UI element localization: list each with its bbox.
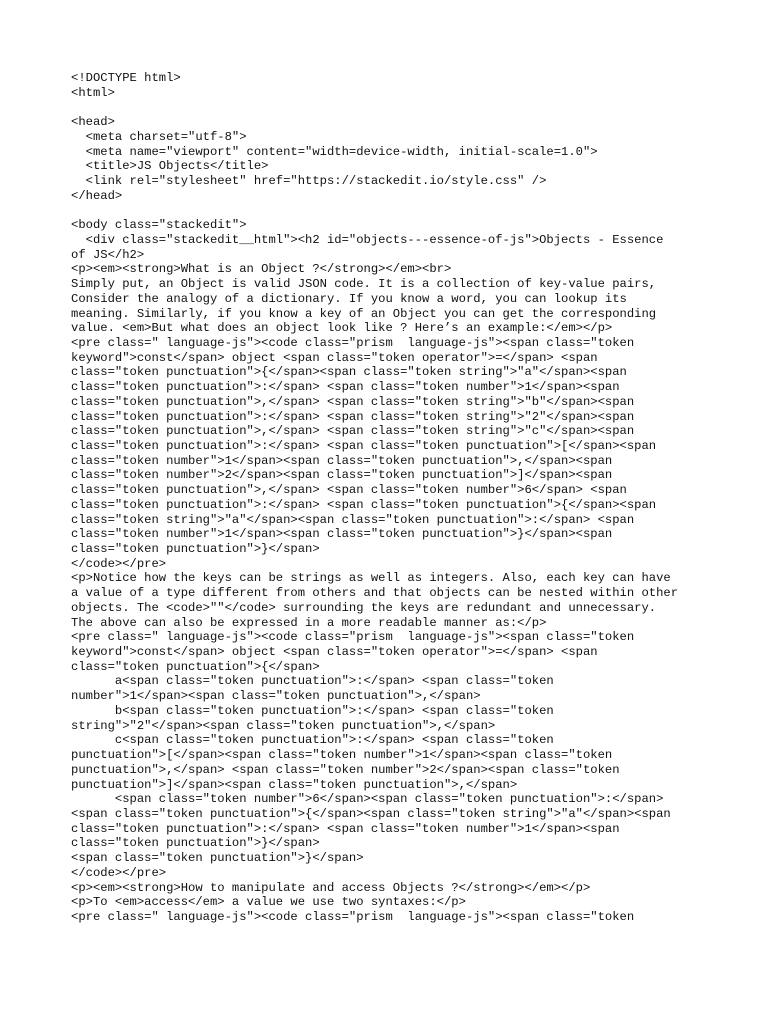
- text-line: class="token punctuation">:</span> <span class="token punctuation">[</span><span: [71, 438, 657, 453]
- text-line: punctuation">[</span><span class="token number">1</span><span class="token: [71, 748, 613, 763]
- text-line: <span class="token number">6</span><span class="token punctuation">:</span>: [71, 792, 664, 807]
- text-line: class="token punctuation">:</span> <span class="token punctuation">{</span><span: [71, 497, 657, 512]
- text-line: of JS</h2>: [71, 247, 145, 262]
- text-line: b<span class="token punctuation">:</span> <span class="token: [71, 703, 554, 718]
- text-line: </code></pre>: [71, 556, 167, 571]
- text-line: The above can also be expressed in a more readable manner as:</p>: [71, 615, 547, 630]
- text-line: meaning. Similarly, if you know a key of an Object you can get the corresponding: [71, 306, 657, 321]
- text-line: class="token punctuation">:</span> <span class="token number">1</span><span: [71, 380, 620, 395]
- text-line: <pre class=" language-js"><code class="prism language-js"><span class="token: [71, 335, 635, 350]
- text-line: <span class="token punctuation">{</span><span class="token string">"a"</span><span: [71, 806, 671, 821]
- text-line: class="token string">"a"</span><span class="token punctuation">:</span> <span: [71, 512, 635, 527]
- text-line: class="token punctuation">,</span> <span class="token string">"b"</span><span: [71, 394, 635, 409]
- text-line: <title>JS Objects</title>: [71, 159, 269, 174]
- text-line: [71, 203, 711, 218]
- text-line: <p>To <em>access</em> a value we use two syntaxes:</p>: [71, 895, 466, 910]
- text-line: <p>Notice how the keys can be strings as well as integers. Also, each key can have: [71, 571, 671, 586]
- text-line: [71, 100, 711, 115]
- text-line: </head>: [71, 188, 123, 203]
- text-line: number">1</span><span class="token punctuation">,</span>: [71, 689, 481, 704]
- text-line: <p><em><strong>How to manipulate and access Objects ?</strong></em></p>: [71, 880, 591, 895]
- text-line: class="token number">1</span><span class="token punctuation">,</span><span: [71, 453, 613, 468]
- text-line: punctuation">,</span> <span class="token number">2</span><span class="token: [71, 762, 620, 777]
- text-line: class="token punctuation">{</span><span class="token string">"a"</span><span: [71, 365, 627, 380]
- text-line: keyword">const</span> object <span class="token operator">=</span> <span: [71, 350, 598, 365]
- text-line: class="token number">1</span><span class="token punctuation">}</span><span: [71, 527, 613, 542]
- text-line: <pre class=" language-js"><code class="prism language-js"><span class="token: [71, 909, 635, 924]
- text-line: keyword">const</span> object <span class="token operator">=</span> <span: [71, 645, 598, 660]
- text-line: <body class="stackedit">: [71, 218, 247, 233]
- text-line: class="token number">2</span><span class="token punctuation">]</span><span: [71, 468, 613, 483]
- text-line: <div class="stackedit__html"><h2 id="objects---essence-of-js">Objects - Essence: [71, 232, 664, 247]
- text-line: class="token punctuation">:</span> <span class="token string">"2"</span><span: [71, 409, 635, 424]
- document-page: [71, 71, 711, 925]
- text-line: Consider the analogy of a dictionary. If you know a word, you can lookup its: [71, 291, 627, 306]
- text-line: <head>: [71, 115, 115, 130]
- text-line: class="token punctuation">}</span>: [71, 542, 320, 556]
- text-line: <span class="token punctuation">}</span>: [71, 851, 364, 866]
- text-line: class="token punctuation">{</span>: [71, 659, 320, 674]
- text-line: <pre class=" language-js"><code class="prism language-js"><span class="token: [71, 630, 635, 645]
- text-line: c<span class="token punctuation">:</span> <span class="token: [71, 733, 554, 748]
- text-line: <meta name="viewport" content="width=device-width, initial-scale=1.0">: [71, 144, 598, 159]
- text-line: <meta charset="utf-8">: [71, 129, 247, 144]
- text-line: <link rel="stylesheet" href="https://stackedit.io/style.css" />: [71, 174, 547, 189]
- text-line: punctuation">]</span><span class="token punctuation">,</span>: [71, 777, 518, 792]
- text-line: <html>: [71, 85, 115, 100]
- text-line: class="token punctuation">,</span> <span class="token number">6</span> <span: [71, 483, 627, 498]
- text-line: value. <em>But what does an object look like ? Here’s an example:</em></p>: [71, 321, 613, 336]
- text-line: class="token punctuation">:</span> <span class="token number">1</span><span: [71, 821, 620, 836]
- text-line: <!DOCTYPE html>: [71, 71, 181, 85]
- text-line: objects. The <code>""</code> surrounding the keys are redundant and unnecessary.: [71, 600, 657, 615]
- text-line: a<span class="token punctuation">:</span> <span class="token: [71, 674, 554, 689]
- text-line: a value of a type different from others and that objects can be nested within other: [71, 586, 679, 601]
- text-line: string">"2"</span><span class="token punctuation">,</span>: [71, 718, 496, 733]
- text-line: class="token punctuation">}</span>: [71, 836, 320, 851]
- text-line: </code></pre>: [71, 865, 167, 880]
- text-line: class="token punctuation">,</span> <span class="token string">"c"</span><span: [71, 424, 635, 439]
- text-line: Simply put, an Object is valid JSON code. It is a collection of key-value pairs,: [71, 277, 657, 292]
- text-line: <p><em><strong>What is an Object ?</strong></em><br>: [71, 262, 452, 277]
